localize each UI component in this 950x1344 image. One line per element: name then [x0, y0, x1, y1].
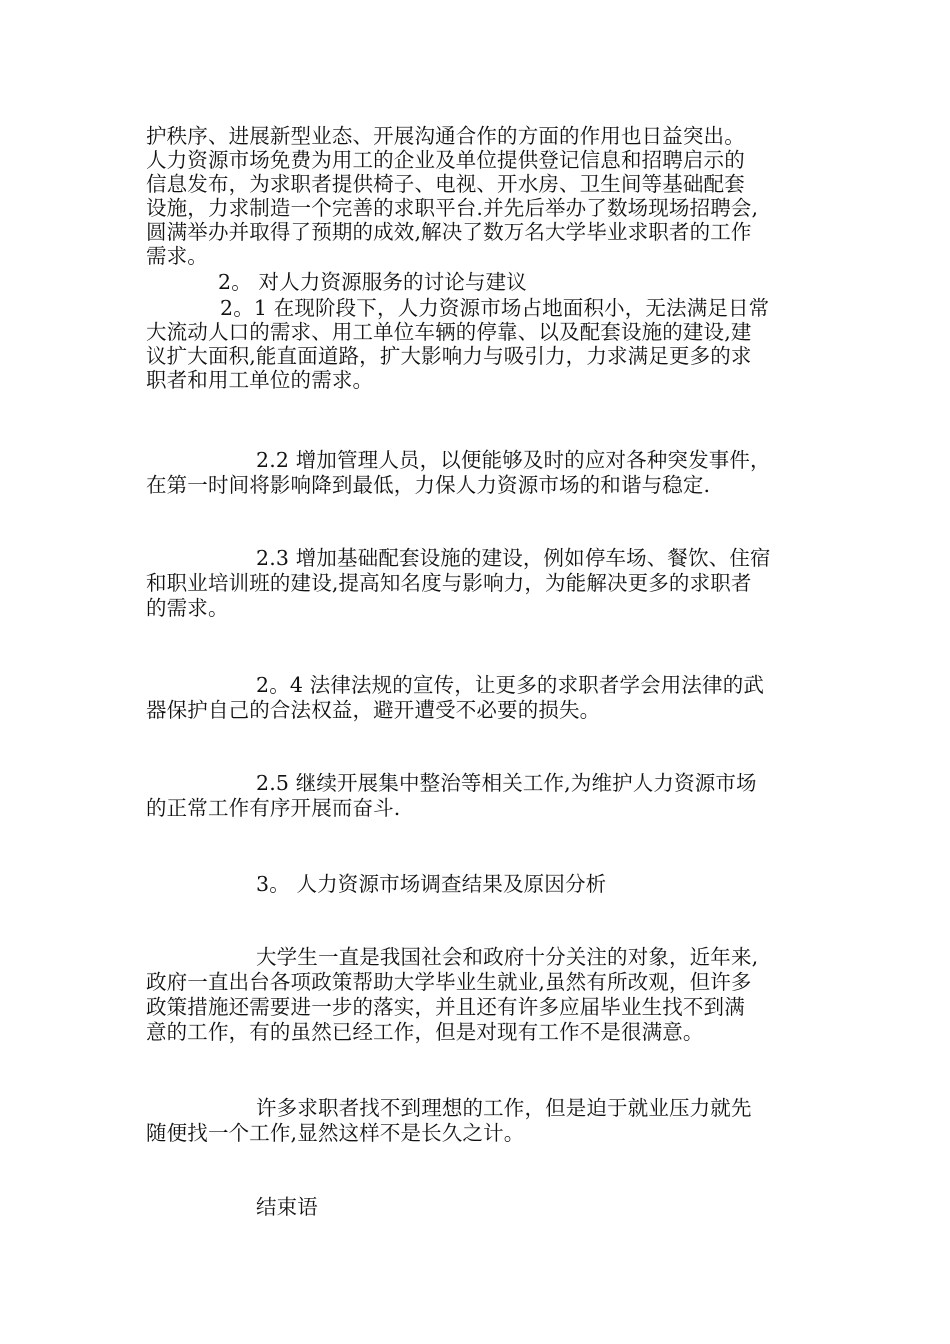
text-line: 圆满举办并取得了预期的成效,解决了数万名大学毕业求职者的工作	[146, 220, 752, 244]
text-line: 需求。	[146, 244, 208, 268]
text-line: 政府一直出台各项政策帮助大学毕业生就业,虽然有所改观，但许多	[146, 970, 752, 994]
text-line: 许多求职者找不到理想的工作，但是迫于就业压力就先	[256, 1096, 752, 1120]
section-heading: 2。 对人力资源服务的讨论与建议	[218, 270, 527, 294]
text-line: 大学生一直是我国社会和政府十分关注的对象，近年来,	[256, 945, 759, 969]
text-line: 职者和用工单位的需求。	[146, 368, 374, 392]
text-line: 和职业培训班的建设,提高知名度与影响力，为能解决更多的求职者	[146, 571, 752, 595]
text-line: 2。1 在现阶段下，人力资源市场占地面积小，无法满足日常	[220, 296, 770, 320]
text-line: 政策措施还需要进一步的落实，并且还有许多应届毕业生找不到满	[146, 995, 745, 1019]
text-line: 器保护自己的合法权益，避开遭受不必要的损失。	[146, 698, 601, 722]
text-line: 设施，力求制造一个完善的求职平台.并先后举办了数场现场招聘会,	[146, 196, 759, 220]
text-line: 信息发布，为求职者提供椅子、电视、开水房、卫生间等基础配套	[146, 172, 745, 196]
text-line: 2.5 继续开展集中整治等相关工作,为维护人力资源市场	[256, 771, 757, 795]
text-line: 人力资源市场免费为用工的企业及单位提供登记信息和招聘启示的	[146, 148, 745, 172]
text-line: 大流动人口的需求、用工单位车辆的停靠、以及配套设施的建设,建	[146, 320, 752, 344]
text-line: 议扩大面积,能直面道路，扩大影响力与吸引力，力求满足更多的求	[146, 344, 752, 368]
text-line: 在第一时间将影响降到最低，力保人力资源市场的和谐与稳定.	[146, 473, 711, 497]
text-line: 意的工作，有的虽然已经工作，但是对现有工作不是很满意。	[146, 1020, 704, 1044]
text-line: 2.2 增加管理人员，以便能够及时的应对各种突发事件，	[256, 448, 771, 472]
text-line: 的需求。	[146, 596, 229, 620]
section-heading: 结束语	[256, 1195, 318, 1219]
text-line: 随便找一个工作,显然这样不是长久之计。	[146, 1121, 525, 1145]
text-line: 2。4 法律法规的宣传，让更多的求职者学会用法律的武	[256, 673, 765, 697]
section-heading: 3。 人力资源市场调查结果及原因分析	[256, 872, 607, 896]
text-line: 护秩序、进展新型业态、开展沟通合作的方面的作用也日益突出。	[146, 124, 745, 148]
text-line: 2.3 增加基础配套设施的建设，例如停车场、餐饮、住宿	[256, 546, 771, 570]
text-line: 的正常工作有序开展而奋斗.	[146, 796, 401, 820]
